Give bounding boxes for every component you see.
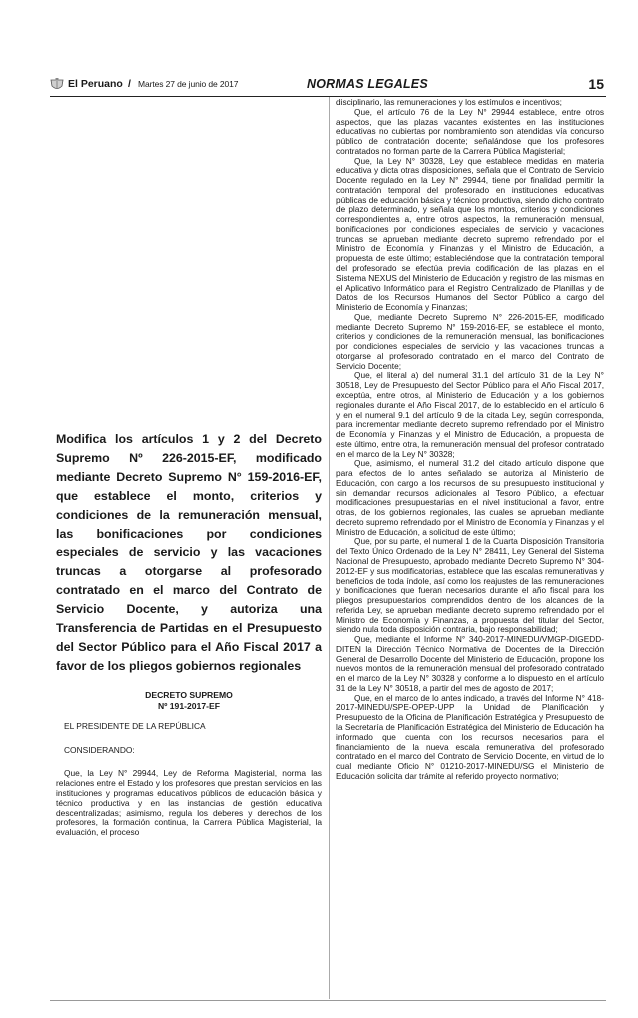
considerando-heading: CONSIDERANDO: — [64, 744, 135, 755]
body-paragraph: Que, el artículo 76 de la Ley N° 29944 establece, entre otros aspectos, que las plazas vacantes existentes en las instituciones educativas no cubiertas por nombramiento son atendidas vía concurso público de contratación docente; señalándose que los profesores contratados no forman parte de la Carrera Pública Magisterial; — [336, 106, 604, 156]
decree-number: Nº 191-2017-EF — [158, 700, 220, 711]
president-line: EL PRESIDENTE DE LA REPÚBLICA — [64, 720, 206, 731]
section-title: NORMAS LEGALES — [307, 77, 428, 91]
considerando-paragraph: Que, la Ley N° 29944, Ley de Reforma Magisterial, norma las relaciones entre el Estado y los profesores que prestan servicios en las instituciones y programas educativos públicos de educación básica y técnico productiva y en las instancias de gestión educativa descentralizadas; asimismo, regula los deberes y derechos de los profesores, la formación continua, la Carrera Pública Magisterial, la evaluación, el proceso — [56, 768, 322, 838]
body-paragraph: Que, mediante el Informe N° 340-2017-MINEDU/VMGP-DIGEDD-DITEN la Dirección Técnico Normativa de Docentes de la Dirección General de Desarrollo Docente del Ministerio de Educación, propone los nuevos montos de la remuneración mensual del profesorado contratado en el marco de la Ley N° 30328 y conforme a lo dispuesto en el artículo 31 de la Ley N° 30518, a partir del mes de agosto de 2017; — [336, 634, 604, 693]
body-paragraph: Que, por su parte, el numeral 1 de la Cuarta Disposición Transitoria del Texto Único Ordenado de la Ley N° 28411, Ley General del Sistema Nacional de Presupuesto, aprobado mediante Decreto Supremo N° 304-2012-EF y sus modificatorias, establece que las escalas remunerativas y beneficios de toda índole, así como los reajustes de las remuneraciones y bonificaciones que fueran necesarios durante el año fiscal para los pliegos presupuestarios comprendidos dentro de los alcances de la referida Ley, se aprueban mediante decreto supremo refrendado por el Ministro de Economía y Finanzas, a propuesta del titular del Sector, siendo nula toda disposición contraria, bajo responsabilidad; — [336, 536, 604, 635]
left-column — [56, 430, 322, 838]
body-paragraph: Que, asimismo, el numeral 31.2 del citado artículo dispone que para efectos de lo antes señalado se autoriza al Ministerio de Educación, con cargo a los recursos de su presupuesto institucional y sin demandar recursos adicionales al Tesoro Público, a efectuar modificaciones presupuestarias en el nivel institucional a favor, entre otras, de los gobiernos regionales, las cuales se aprueban mediante decreto supremo refrendado por el Ministro de Economía y Finanzas y el Ministro de Educación, a solicitud de este último; — [336, 458, 604, 537]
bottom-rule — [50, 1000, 606, 1001]
left-body — [56, 722, 322, 838]
header-separator: / — [128, 78, 131, 90]
body-paragraph: Que, el literal a) del numeral 31.1 del artículo 31 de la Ley N° 30518, Ley de Presupuesto del Sector Público para el Año Fiscal 2017, exceptúa, entre otros, al Ministerio de Educación y a los gobiernos regionales durante el Año Fiscal 2017, de lo establecido en el artículo 6 y en el numeral 9.1 del artículo 9 de la citada Ley, según corresponda, para incrementar mediante decreto supremo refrendado por el Ministro de Economía y Finanzas y el Ministro de Educación, a propuesta de este último, entre otra, la remuneración mensual del profesor contratado en el marco de la Ley N° 30328; — [336, 370, 604, 459]
page-number: 15 — [588, 76, 604, 92]
right-column — [336, 98, 604, 782]
body-paragraph: disciplinario, las remuneraciones y los estímulos e incentivos; — [336, 97, 562, 107]
body-paragraph: Que, la Ley N° 30328, Ley que establece medidas en materia educativa y dicta otras disposiciones, señala que el Contrato de Servicio Docente regulado en la Ley N° 29944, tiene por finalidad permitir la contratación temporal del profesorado en instituciones educativas públicas de educación básica y técnico productiva, siendo dicho contrato de plazo determinado, y señala que los montos, criterios y condiciones correspondientes a, entre otros aspectos, la remuneración mensual, bonificaciones por condiciones especiales de servicio y vacaciones truncas se aprueban mediante decreto supremo refrendado por el Ministro de Economía y Finanzas y el Ministro de Educación, a propuesta de este último; estableciéndose que la contratación temporal del profesorado se efectúa previa codificación de las plazas en el Sistema NEXUS del Ministerio de Educación y registro de las mismas en el Aplicativo Informático para el Registro Centralizado de Planillas y de Datos de los Recursos Humanos del Sector Público a cargo del Ministerio de Economía y Finanzas; — [336, 155, 604, 313]
column-divider — [329, 97, 330, 999]
newspaper-name: El Peruano — [68, 78, 123, 90]
publication-date: Martes 27 de junio de 2017 — [138, 79, 239, 89]
decree-title: Modifica los artículos 1 y 2 del Decreto Supremo Nº 226-2015-EF, modificado mediante Decreto Supremo N° 159-2016-EF, que establece el monto, criterios y condiciones de la remuneración mensual, las bonificaciones por condiciones especiales de servicio y las vacaciones truncas a otorgarse al profesorado contratado en el marco del Contrato de Servicio Docente, y autoriza una Transferencia de Partidas en el Presupuesto del Sector Público para el Año Fiscal 2017 a favor de los pliegos gobiernos regionales — [56, 432, 322, 673]
decree-name: DECRETO SUPREMO — [145, 689, 233, 700]
body-paragraph: Que, mediante Decreto Supremo N° 226-2015-EF, modificado mediante Decreto Supremo N° 159-2016-EF, se establece el monto, criterios y condiciones de la remuneración mensual, las bonificaciones por condiciones especiales de servicio y las vacaciones truncas a otorgarse al profesorado contratado en el marco del Contrato de Servicio Docente; — [336, 311, 604, 371]
body-paragraph: Que, en el marco de lo antes indicado, a través del Informe N° 418-2017-MINEDU/SPE-OPEP-UPP la Unidad de Planificación y Presupuesto de la Oficina de Planificación Estratégica y Presupuesto de la Secretaría de Planificación Estratégica del Ministerio de Educación ha informado que cuenta con los recursos necesarios para el financiamiento de la nueva escala remunerativa del profesorado contratado en el marco del Contrato de Servicio Docente, en virtud de lo cual mediante Oficio N° 01210-2017-MINEDU/SG el Ministerio de Educación solicita dar trámite al referido proyecto normativo; — [336, 692, 604, 781]
page-header — [50, 74, 606, 97]
coat-of-arms-icon — [50, 78, 64, 91]
